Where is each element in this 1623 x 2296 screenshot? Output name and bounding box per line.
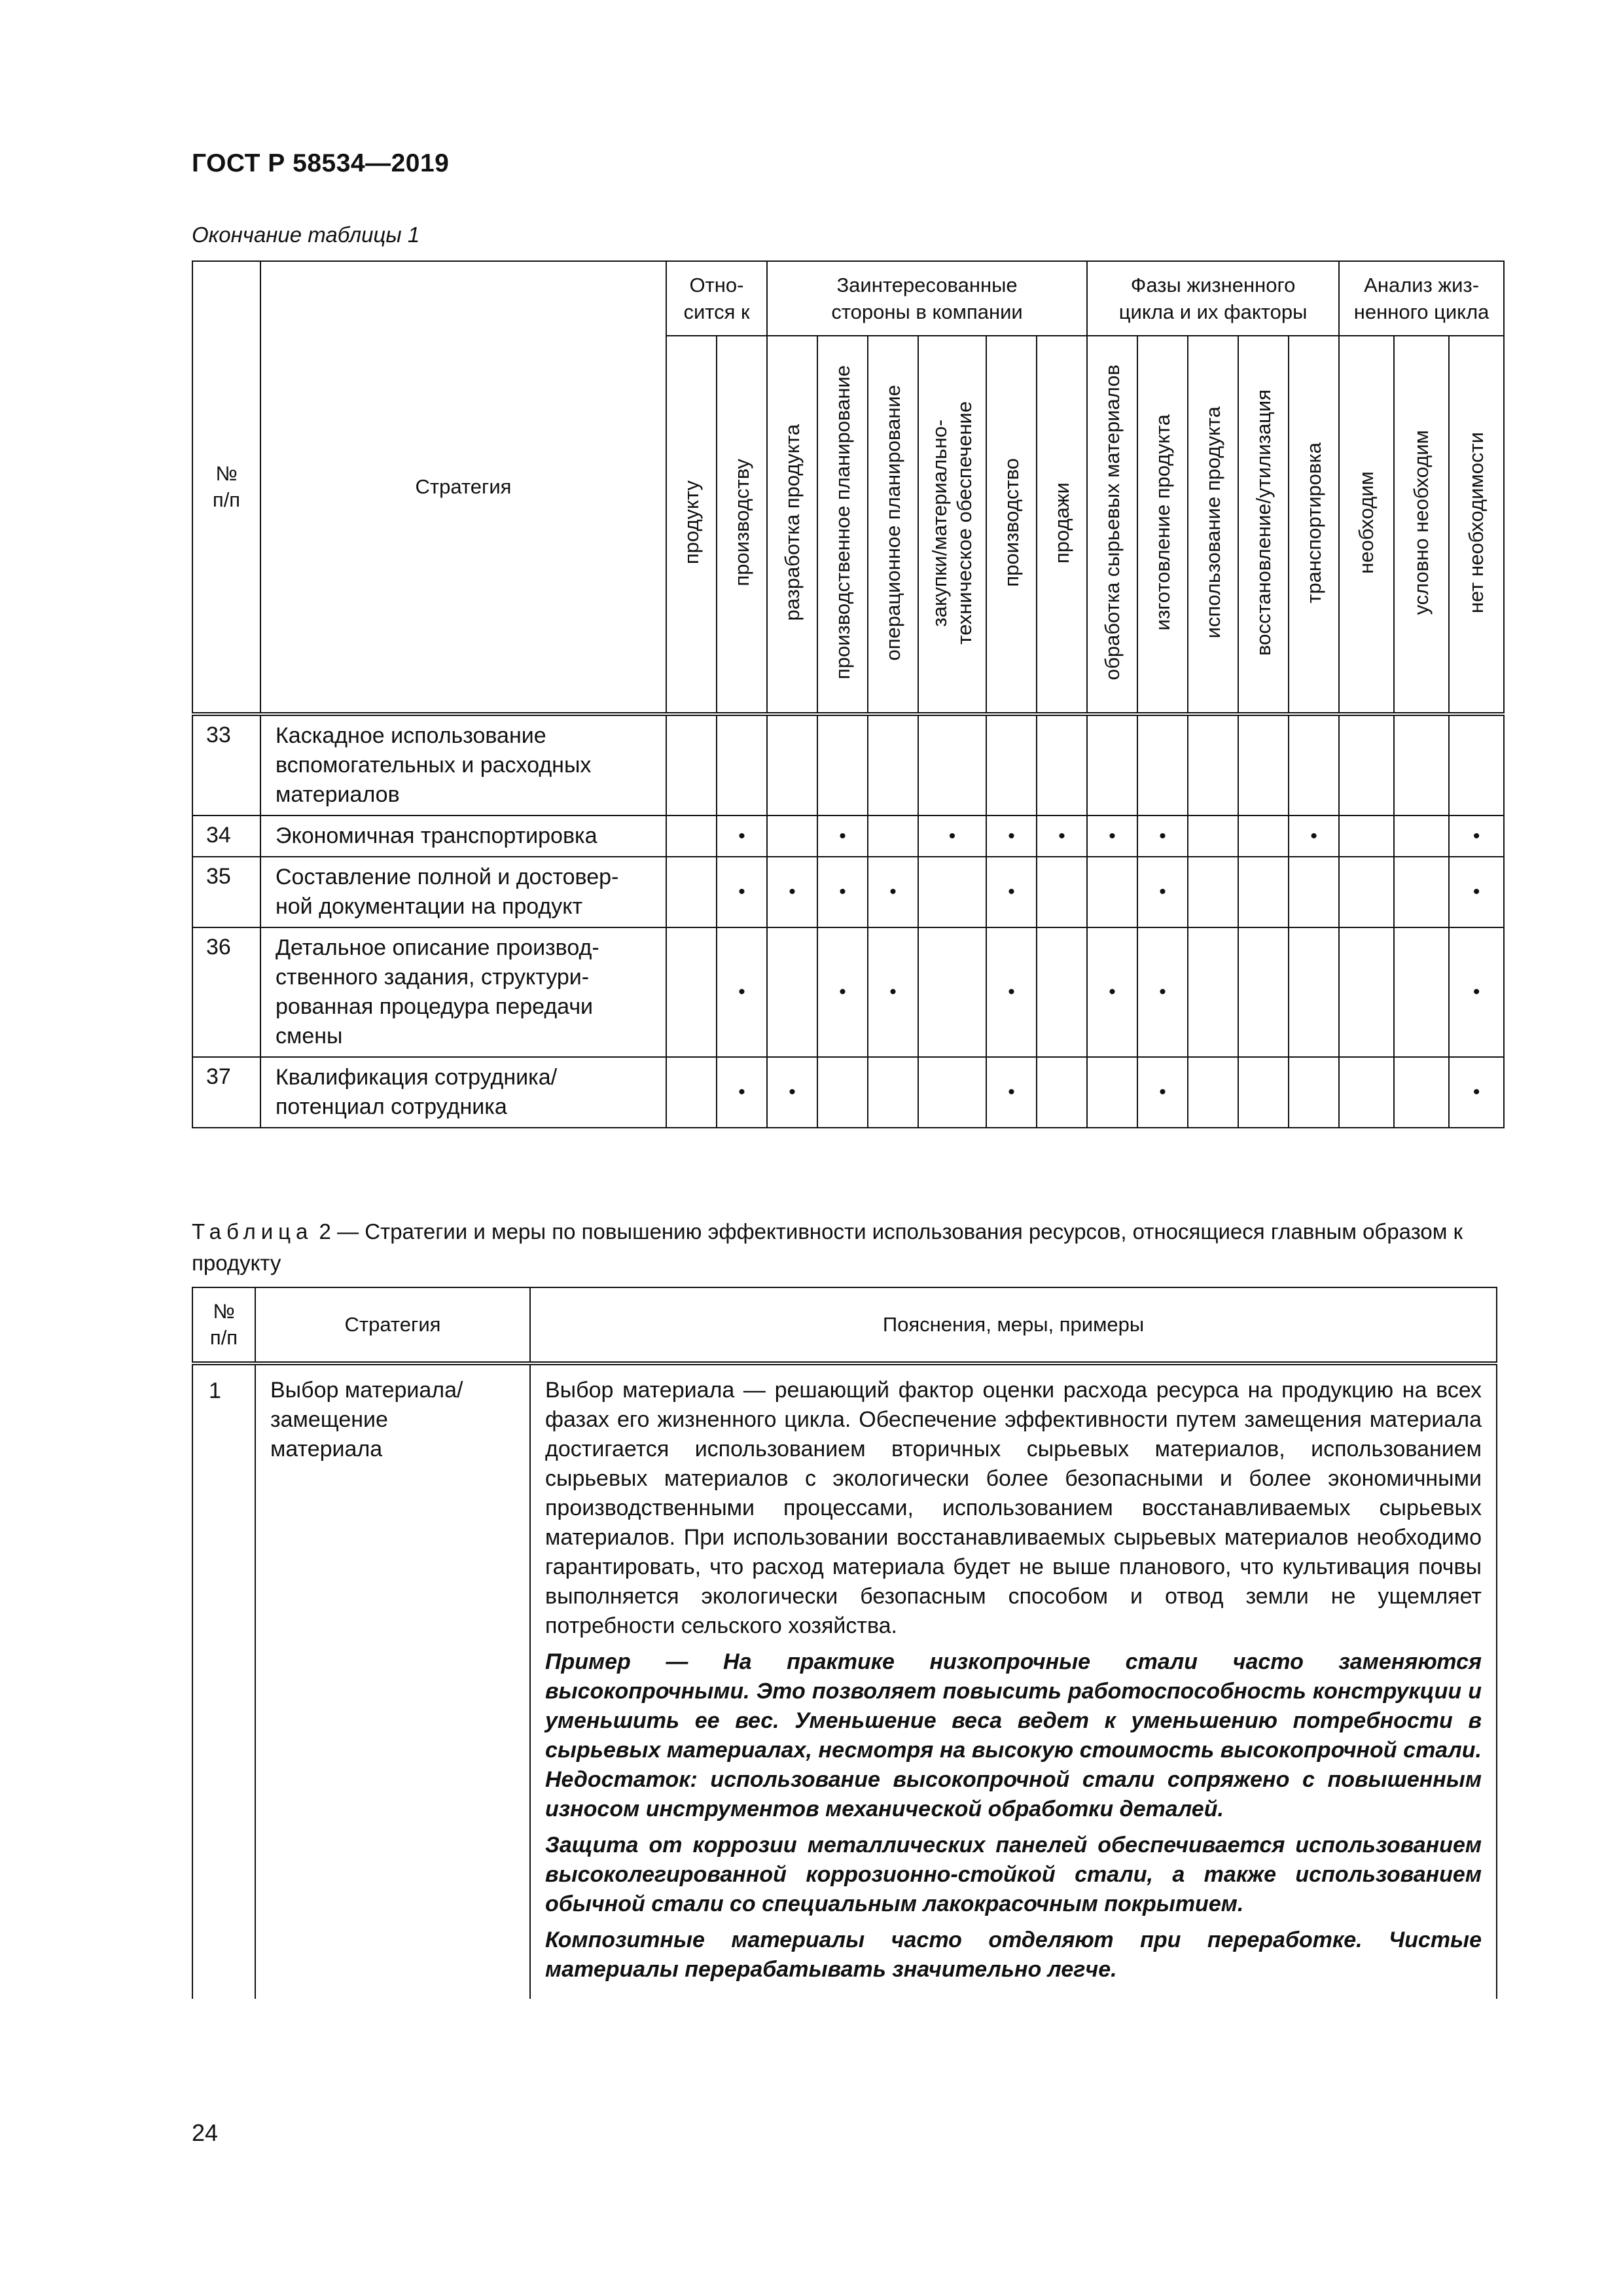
bullet-mark: • [1159, 881, 1166, 903]
t1-subheader-label: операционное планирование [881, 384, 904, 661]
t1-mark-cell [1238, 927, 1289, 1057]
t1-subheader-label: обработка сырьевых материалов [1100, 365, 1124, 681]
bullet-mark: • [1472, 881, 1480, 903]
bullet-mark: • [1472, 981, 1480, 1003]
bullet-mark: • [1472, 825, 1480, 847]
t1-mark-cell [1339, 1057, 1394, 1128]
t2-row-explanation [530, 1363, 1497, 1999]
t1-mark-cell [1289, 857, 1339, 927]
t1-mark-cell [868, 857, 918, 927]
t1-mark-cell [1037, 857, 1087, 927]
t1-row [192, 816, 1504, 857]
t1-subheader [986, 336, 1037, 714]
t1-group-relates: Отно- сится к [666, 261, 767, 336]
t1-subheader [666, 336, 717, 714]
t1-mark-cell [1289, 714, 1339, 816]
t1-subheader [1087, 336, 1137, 714]
t1-subheader [1037, 336, 1087, 714]
t1-mark-cell [1137, 927, 1188, 1057]
t2-row [192, 1363, 1497, 1999]
t2-header-strategy: Стратегия [255, 1287, 530, 1363]
t1-mark-cell [1289, 1057, 1339, 1128]
t1-mark-cell [1037, 1057, 1087, 1128]
t1-subheader-label: транспортировка [1302, 442, 1325, 603]
t1-row-num: 33 [192, 714, 260, 816]
t1-mark-cell [1137, 857, 1188, 927]
t2-header-num: № п/п [192, 1287, 255, 1363]
bullet-mark: • [839, 825, 846, 847]
t1-mark-cell [986, 1057, 1037, 1128]
bullet-mark: • [1058, 825, 1065, 847]
bullet-mark: • [889, 881, 897, 903]
t1-mark-cell [1137, 714, 1188, 816]
t1-mark-cell [1339, 816, 1394, 857]
bullet-mark: • [889, 981, 897, 1003]
t1-mark-cell [1087, 816, 1137, 857]
t1-row [192, 857, 1504, 927]
t1-mark-cell [1449, 714, 1504, 816]
t1-row [192, 1057, 1504, 1128]
t1-subheader [868, 336, 918, 714]
t2-example-3: Композитные материалы часто отделяют при переработке. Чистые материалы перерабатывать значительно легче. [545, 1928, 1482, 1982]
t1-subheader [918, 336, 986, 714]
t1-subheader [767, 336, 817, 714]
t1-mark-cell [1188, 1057, 1238, 1128]
t1-mark-cell [1339, 714, 1394, 816]
bullet-mark: • [1008, 1081, 1015, 1103]
t1-mark-cell [767, 1057, 817, 1128]
t1-subheader-label: необходим [1355, 471, 1378, 574]
t1-mark-cell [717, 857, 767, 927]
t1-mark-cell [1449, 1057, 1504, 1128]
t1-mark-cell [817, 857, 868, 927]
t1-mark-cell [1087, 714, 1137, 816]
t1-mark-cell [717, 1057, 767, 1128]
t1-mark-cell [1394, 857, 1449, 927]
t1-mark-cell [868, 927, 918, 1057]
t1-mark-cell [1339, 857, 1394, 927]
t1-subheader [1137, 336, 1188, 714]
t1-subheader [1238, 336, 1289, 714]
table2-caption-text: 2 — Стратегии и меры по повышению эффективности использования ресурсов, относящиеся главным образом к продукту [192, 1219, 1463, 1275]
t1-mark-cell [1449, 857, 1504, 927]
t1-mark-cell [986, 927, 1037, 1057]
t1-row-num: 37 [192, 1057, 260, 1128]
t1-row-strategy: Экономичная транспортировка [260, 816, 666, 857]
t1-mark-cell [1087, 1057, 1137, 1128]
t1-mark-cell [868, 1057, 918, 1128]
t1-mark-cell [767, 927, 817, 1057]
t2-explanation-text: Выбор материала — решающий фактор оценки расхода ресурса на продукцию на всех фазах его жизненного цикла. Обеспечение эффективности путем замещения материала достигается использованием вторичных сырьевых материалов, использованием сырьевых материалов с экологически более безопасными и более экономичными производственными процессами, использованием восстанавливаемых сырьевых материалов. При использовании восстанавливаемых сырьевых материалов необходимо гарантировать, что расход материала будет не выше планового, что культивация почвы выполняется экологически безопасным способом и отвод земли не ущемляет потребности сельского хозяйства. [545, 1378, 1482, 1638]
t1-mark-cell [1449, 816, 1504, 857]
t1-subheader-label: производству [730, 459, 753, 586]
t1-mark-cell [918, 857, 986, 927]
t1-mark-cell [1238, 714, 1289, 816]
bullet-mark: • [1109, 825, 1116, 847]
table2 [192, 1287, 1497, 1999]
t1-mark-cell [1289, 927, 1339, 1057]
t1-group-lifecycle: Фазы жизненного цикла и их факторы [1087, 261, 1339, 336]
t1-mark-cell [1037, 714, 1087, 816]
t1-subheader-label: изготовление продукта [1150, 414, 1174, 631]
t1-mark-cell [1449, 927, 1504, 1057]
t1-mark-cell [868, 816, 918, 857]
t1-mark-cell [868, 714, 918, 816]
t1-mark-cell [717, 927, 767, 1057]
bullet-mark: • [738, 1081, 745, 1103]
t1-subheader-label: использование продукта [1201, 406, 1224, 639]
t1-mark-cell [918, 816, 986, 857]
t1-row-strategy: Квалификация сотрудника/ потенциал сотрудника [260, 1057, 666, 1128]
t1-mark-cell [1289, 816, 1339, 857]
t1-subheader-label: продажи [1050, 482, 1073, 564]
bullet-mark: • [1472, 1081, 1480, 1103]
t1-row [192, 714, 1504, 816]
t1-mark-cell [666, 1057, 717, 1128]
t1-mark-cell [817, 714, 868, 816]
t1-subheader [817, 336, 868, 714]
t1-row-strategy: Каскадное использование вспомогательных и расходных материалов [260, 714, 666, 816]
t1-mark-cell [717, 714, 767, 816]
page-number: 24 [192, 2119, 219, 2146]
t1-mark-cell [918, 714, 986, 816]
t1-subheader-label: условно необходим [1410, 430, 1433, 615]
t1-mark-cell [1238, 857, 1289, 927]
t1-subheader [717, 336, 767, 714]
t1-mark-cell [817, 1057, 868, 1128]
t1-mark-cell [1394, 816, 1449, 857]
t2-example-1: Пример — На практике низкопрочные стали часто заменяются высокопрочными. Это позволяет повысить работоспособность конструкции и уменьшить ее вес. Уменьшение веса ведет к уменьшению потребности в сырьевых материалах, несмотря на высокую стоимость высокопрочной стали. Недостаток: использование высокопрочной стали сопряжено с повышенным износом инструментов механической обработки деталей. [545, 1649, 1482, 1821]
t1-row-strategy: Детальное описание производ- ственного задания, структури- рованная процедура передачи смены [260, 927, 666, 1057]
t1-mark-cell [918, 927, 986, 1057]
t1-mark-cell [817, 816, 868, 857]
t1-mark-cell [767, 816, 817, 857]
table2-caption-label: Таблица [192, 1219, 313, 1244]
t1-subheader-label: производство [999, 458, 1023, 587]
bullet-mark: • [789, 1081, 796, 1103]
t1-mark-cell [767, 857, 817, 927]
t1-mark-cell [986, 816, 1037, 857]
t1-subheader-label: разработка продукта [780, 424, 804, 621]
t1-mark-cell [1188, 857, 1238, 927]
t1-mark-cell [666, 714, 717, 816]
t1-group-stakeholders: Заинтересованные стороны в компании [767, 261, 1087, 336]
t1-mark-cell [986, 857, 1037, 927]
t1-subheader [1289, 336, 1339, 714]
t2-row-strategy: Выбор материала/ замещение материала [255, 1363, 530, 1999]
bullet-mark: • [1159, 1081, 1166, 1103]
t1-mark-cell [1037, 927, 1087, 1057]
bullet-mark: • [839, 981, 846, 1003]
bullet-mark: • [1310, 825, 1317, 847]
t1-subheader [1394, 336, 1449, 714]
bullet-mark: • [1008, 981, 1015, 1003]
t1-row [192, 927, 1504, 1057]
t1-mark-cell [1137, 1057, 1188, 1128]
t1-mark-cell [918, 1057, 986, 1128]
bullet-mark: • [738, 825, 745, 847]
t1-subheader-label: продукту [679, 480, 703, 565]
table1 [192, 260, 1505, 1128]
t1-mark-cell [1238, 816, 1289, 857]
t1-subheader-label: нет необходимости [1465, 431, 1488, 614]
t1-subheader-label: восстановление/утилизация [1251, 389, 1275, 656]
t2-example-2: Защита от коррозии металлических панелей обеспечивается использованием высоколегированной коррозионно-стойкой стали, а также использованием обычной стали со специальным лакокрасочным покрытием. [545, 1833, 1482, 1916]
t1-row-num: 36 [192, 927, 260, 1057]
t1-mark-cell [1188, 816, 1238, 857]
bullet-mark: • [738, 881, 745, 903]
t1-subheader [1449, 336, 1504, 714]
bullet-mark: • [1109, 981, 1116, 1003]
t1-mark-cell [1238, 1057, 1289, 1128]
t1-subheader [1339, 336, 1394, 714]
t1-row-num: 35 [192, 857, 260, 927]
t1-header-num: № п/п [192, 261, 260, 714]
t1-mark-cell [986, 714, 1037, 816]
t1-mark-cell [817, 927, 868, 1057]
bullet-mark: • [789, 881, 796, 903]
t1-row-strategy: Составление полной и достовер- ной документации на продукт [260, 857, 666, 927]
t1-mark-cell [666, 927, 717, 1057]
bullet-mark: • [738, 981, 745, 1003]
t2-row-num: 1 [192, 1363, 255, 1999]
t1-mark-cell [1037, 816, 1087, 857]
t1-mark-cell [717, 816, 767, 857]
t1-mark-cell [666, 816, 717, 857]
t1-subheader-label: производственное планирование [830, 365, 854, 680]
t1-mark-cell [1188, 714, 1238, 816]
t1-mark-cell [767, 714, 817, 816]
t1-mark-cell [1394, 1057, 1449, 1128]
t1-row-num: 34 [192, 816, 260, 857]
table1-caption: Окончание таблицы 1 [192, 223, 420, 247]
bullet-mark: • [1159, 825, 1166, 847]
bullet-mark: • [1008, 881, 1015, 903]
t1-mark-cell [1339, 927, 1394, 1057]
t1-mark-cell [1394, 714, 1449, 816]
table2-caption [192, 1216, 1497, 1279]
t1-header-strategy: Стратегия [260, 261, 666, 714]
bullet-mark: • [839, 881, 846, 903]
t2-header-explanation: Пояснения, меры, примеры [530, 1287, 1497, 1363]
t1-mark-cell [1188, 927, 1238, 1057]
t1-mark-cell [1087, 857, 1137, 927]
t1-subheader [1188, 336, 1238, 714]
t1-mark-cell [1394, 927, 1449, 1057]
bullet-mark: • [1008, 825, 1015, 847]
bullet-mark: • [1159, 981, 1166, 1003]
bullet-mark: • [948, 825, 956, 847]
t1-mark-cell [666, 857, 717, 927]
document-title: ГОСТ Р 58534—2019 [192, 149, 450, 177]
t1-mark-cell [1087, 927, 1137, 1057]
t1-mark-cell [1137, 816, 1188, 857]
t1-group-lca: Анализ жиз- ненного цикла [1339, 261, 1504, 336]
t1-subheader-label: закупки/материально- техническое обеспечение [928, 401, 976, 645]
